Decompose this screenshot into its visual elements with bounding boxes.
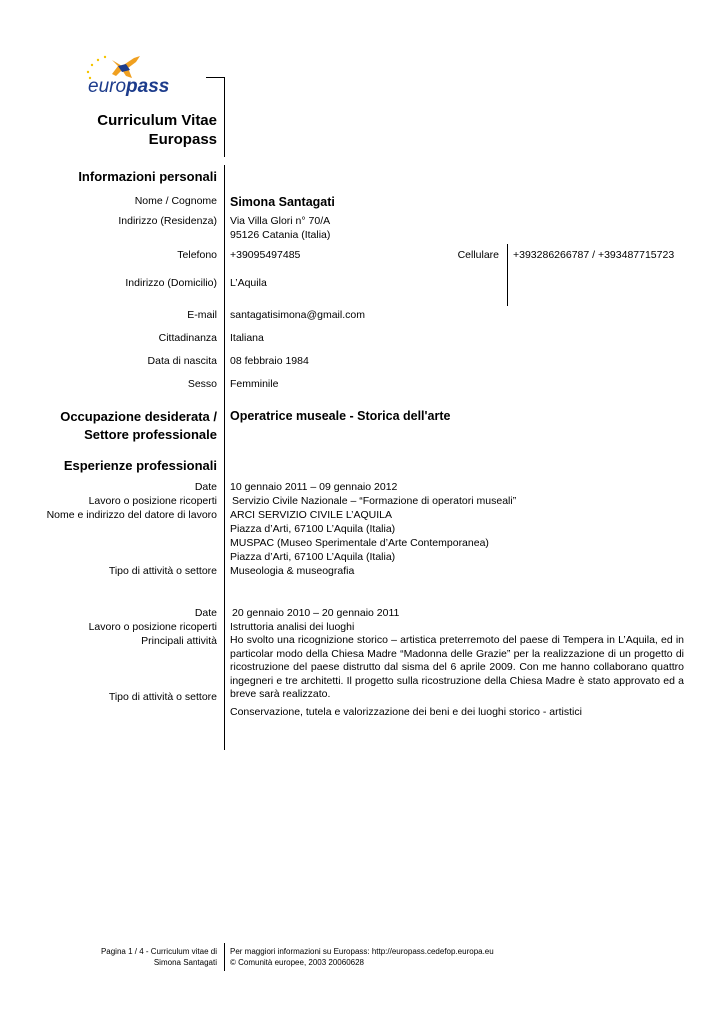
domicile-value: L’Aquila [230, 277, 267, 289]
footer-left-line2: Simona Santagati [153, 958, 217, 967]
job1-employer-line2: Piazza d’Arti, 67100 L’Aquila (Italia) [230, 523, 396, 535]
job1-employer-line1: ARCI SERVIZIO CIVILE L’AQUILA [230, 509, 393, 521]
mobile-divider [507, 244, 508, 306]
address-line1: Via Villa Glori n° 70/A [230, 215, 331, 227]
cv-title-line1: Curriculum Vitae [97, 112, 217, 129]
personal-info-heading: Informazioni personali [78, 169, 217, 184]
desired-heading-line1: Occupazione desiderata / [60, 409, 217, 424]
job1-position-value: Servizio Civile Nazionale – “Formazione di operatori museali” [232, 495, 517, 507]
job2-position-value: Istruttoria analisi dei luoghi [230, 621, 355, 633]
main-vertical-line [224, 165, 225, 750]
sex-value: Femminile [230, 378, 279, 390]
footer-right-line2: © Comunità europee, 2003 20060628 [230, 958, 364, 967]
job1-employer-label: Nome e indirizzo del datore di lavoro [46, 509, 217, 521]
job1-date-value: 10 gennaio 2011 – 09 gennaio 2012 [230, 481, 398, 493]
job2-type-value: Conservazione, tutela e valorizzazione dei beni e dei luoghi storico - artistici [230, 706, 582, 718]
job1-type-label: Tipo di attività o settore [108, 565, 217, 577]
job2-position-label: Lavoro o posizione ricoperti [88, 621, 217, 633]
name-label: Nome / Cognome [134, 195, 217, 207]
job2-date-value: 20 gennaio 2010 – 20 gennaio 2011 [232, 607, 400, 619]
logo-suffix: pass [126, 76, 170, 97]
domicile-label: Indirizzo (Domicilio) [125, 277, 217, 289]
top-vertical-line [224, 77, 225, 157]
job1-date-label: Date [194, 481, 217, 493]
job2-activities-value: Ho svolto una ricognizione storico – artistica preterremoto del paese di Tempera in L’Aquila, ed in particolar modo della Chiesa Madre “Madonna delle Grazie” per la realizzazione di un progetto di ricostruzione del paese distrutto dal sisma del 6 aprile 2009. Con me hanno collaborano quattro ingegneri e tre architetti. Il progetto sulla ricostruzione della Chiesa Madre è stato approvato ed a breve sarà realizzato. [230, 634, 684, 701]
europass-logo [78, 52, 168, 102]
job2-type-label: Tipo di attività o settore [108, 691, 217, 703]
email-label: E-mail [187, 309, 217, 321]
footer-left-line1: Pagina 1 / 4 - Curriculum vitae di [100, 947, 217, 956]
sex-label: Sesso [187, 378, 217, 390]
experience-heading: Esperienze professionali [63, 458, 217, 473]
address-line2: 95126 Catania (Italia) [230, 229, 331, 241]
logo-prefix: euro [88, 76, 127, 97]
mobile-label: Cellulare [457, 249, 499, 261]
desired-heading-line2: Settore professionale [84, 427, 217, 442]
phone-value: +39095497485 [230, 249, 301, 261]
name-value: Simona Santagati [230, 195, 335, 209]
citizenship-value: Italiana [230, 332, 264, 344]
phone-label: Telefono [177, 249, 217, 261]
address-label: Indirizzo (Residenza) [118, 215, 217, 227]
cv-title-line2: Europass [148, 131, 217, 148]
job1-position-label: Lavoro o posizione ricoperti [88, 495, 217, 507]
email-value[interactable]: santagatisimona@gmail.com [230, 309, 365, 321]
job1-employer-line4: Piazza d’Arti, 67100 L’Aquila (Italia) [230, 551, 396, 563]
job2-activities-label: Principali attività [141, 635, 217, 647]
footer-right-line1: Per maggiori informazioni su Europass: http://europass.cedefop.europa.eu [230, 947, 494, 956]
job2-date-label: Date [194, 607, 217, 619]
desired-value: Operatrice museale - Storica dell'arte [230, 409, 451, 423]
citizenship-label: Cittadinanza [158, 332, 217, 344]
mobile-value: +393286266787 / +393487715723 [513, 249, 675, 261]
footer-vertical-line [224, 943, 225, 971]
birth-label: Data di nascita [147, 355, 217, 367]
job1-employer-line3: MUSPAC (Museo Sperimentale d’Arte Contemporanea) [230, 537, 489, 549]
job1-type-value: Museologia & museografia [230, 565, 355, 577]
top-bracket-line [206, 77, 225, 78]
birth-value: 08 febbraio 1984 [230, 355, 309, 367]
